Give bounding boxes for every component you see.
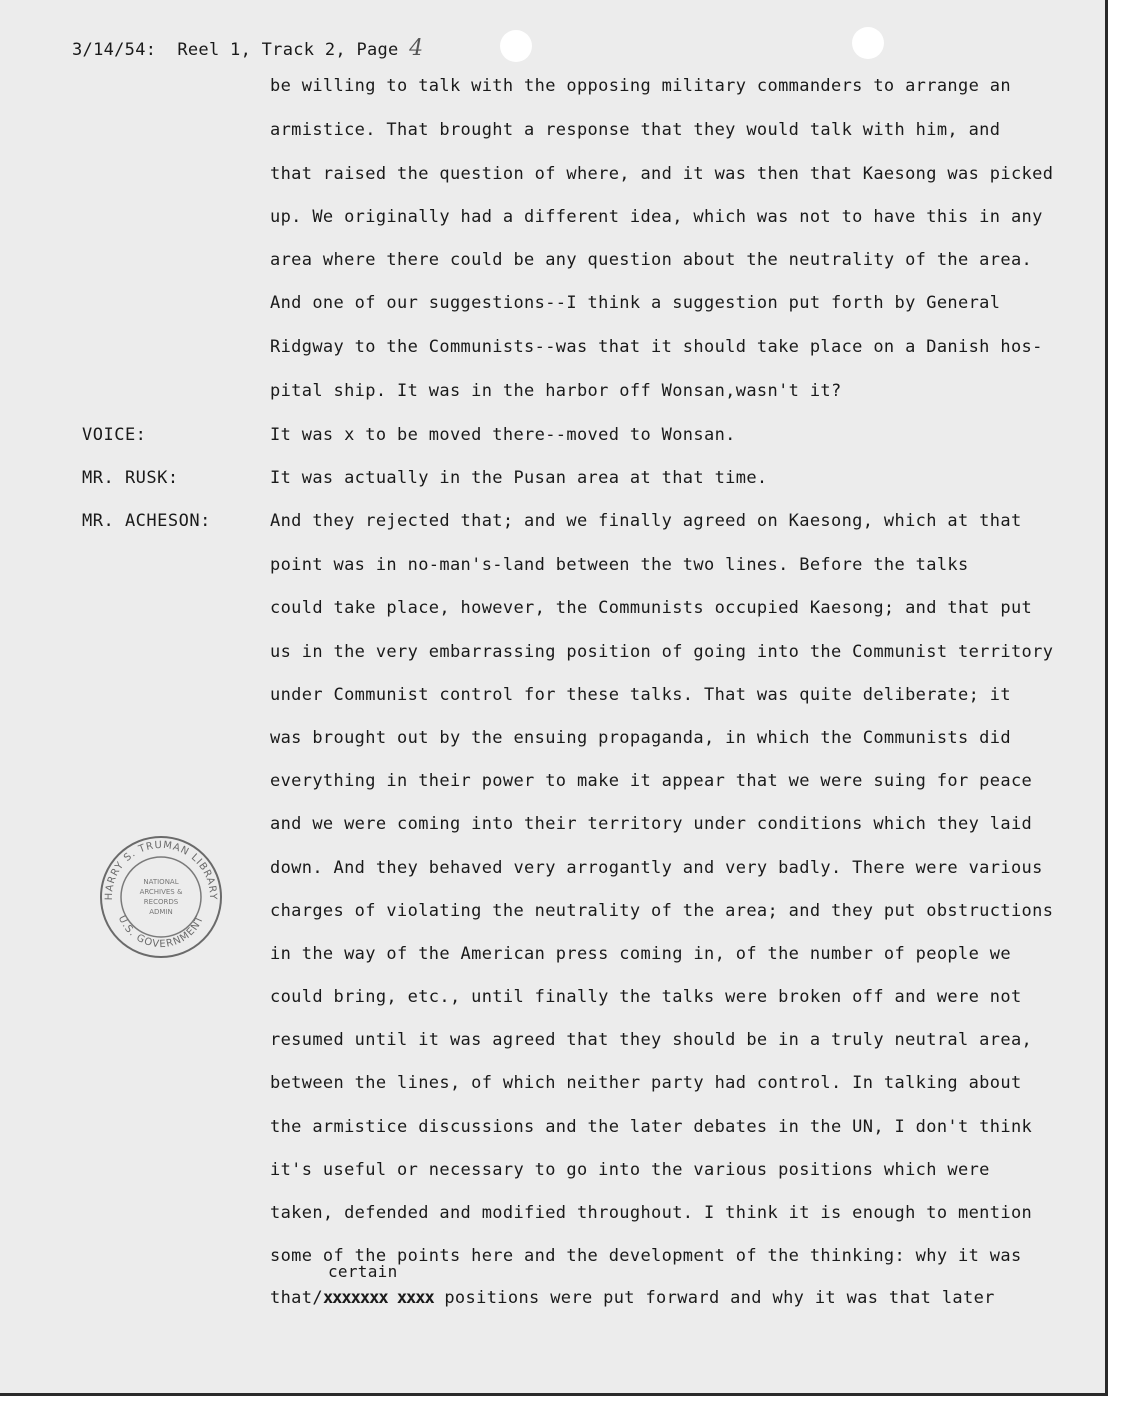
transcript-line: charges of violating the neutrality of the area; and they put obstructions (270, 901, 1054, 921)
stamp-center-line: RECORDS (143, 898, 179, 906)
last-line-start: that/ (270, 1288, 323, 1308)
punch-hole (500, 30, 532, 62)
speaker-label-rusk: MR. RUSK: (82, 468, 179, 488)
transcript-line: point was in no-man's-land between the two lines. Before the talks (270, 555, 969, 575)
transcript-line: everything in their power to make it appear that we were suing for peace (270, 771, 1033, 791)
header-reel-track-page: Reel 1, Track 2, Page (177, 40, 399, 60)
transcript-line: Ridgway to the Communists--was that it should take place on a Danish hos- (270, 337, 1043, 357)
stamp-ring-top: HARRY S. TRUMAN LIBRARY (103, 839, 219, 901)
stamp-ring-bottom: U.S. GOVERNMENT (115, 913, 207, 951)
handwritten-insertion: certain (328, 1262, 398, 1281)
stamp-center-line: ARCHIVES & (139, 888, 183, 896)
transcript-line: some of the points here and the development of the thinking: why it was (270, 1246, 1022, 1266)
transcript-line: down. And they behaved very arrogantly and very badly. There were various (270, 858, 1043, 878)
transcript-line: could bring, etc., until finally the talks were broken off and were not (270, 987, 1022, 1007)
stamp-center-line: ADMIN (149, 908, 173, 916)
transcript-line: the armistice discussions and the later debates in the UN, I don't think (270, 1117, 1033, 1137)
transcript-line: area where there could be any question about the neutrality of the area. (270, 250, 1033, 270)
transcript-line-last (270, 1288, 995, 1308)
transcript-line: between the lines, of which neither party had control. In talking about (270, 1073, 1022, 1093)
truman-library-stamp (98, 834, 224, 960)
transcript-line: was brought out by the ensuing propaganda, in which the Communists did (270, 728, 1011, 748)
page-header (72, 36, 423, 61)
punch-hole (852, 27, 884, 59)
transcript-line: and we were coming into their territory under conditions which they laid (270, 814, 1033, 834)
transcript-line: And one of our suggestions--I think a suggestion put forth by General (270, 293, 1001, 313)
transcript-line: it's useful or necessary to go into the various positions which were (270, 1160, 990, 1180)
transcript-line: up. We originally had a different idea, which was not to have this in any (270, 207, 1043, 227)
transcript-line: pital ship. It was in the harbor off Wonsan,wasn't it? (270, 381, 842, 401)
transcript-line: armistice. That brought a response that they would talk with him, and (270, 120, 1001, 140)
speaker-label-voice: VOICE: (82, 425, 147, 445)
transcript-line: It was x to be moved there--moved to Wonsan. (270, 425, 736, 445)
transcript-line: in the way of the American press coming in, of the number of people we (270, 944, 1011, 964)
transcript-line: could take place, however, the Communists occupied Kaesong; and that put (270, 598, 1033, 618)
transcript-line: that raised the question of where, and it was then that Kaesong was picked (270, 164, 1054, 184)
transcript-line: It was actually in the Pusan area at that time. (270, 468, 768, 488)
transcript-line: resumed until it was agreed that they should be in a truly neutral area, (270, 1030, 1033, 1050)
last-line-end: positions were put forward and why it was that later (433, 1288, 995, 1308)
header-date: 3/14/54: (72, 40, 157, 60)
transcript-line: be willing to talk with the opposing military commanders to arrange an (270, 76, 1011, 96)
stamp-center-line: NATIONAL (143, 878, 179, 886)
transcript-line: taken, defended and modified throughout. I think it is enough to mention (270, 1203, 1033, 1223)
transcript-line: us in the very embarrassing position of going into the Communist territory (270, 642, 1054, 662)
struck-out-text: xxxxxxx xxxx (322, 1288, 434, 1308)
transcript-line: And they rejected that; and we finally agreed on Kaesong, which at that (270, 511, 1022, 531)
svg-text:U.S. GOVERNMENT (116, 914, 206, 950)
speaker-label-acheson: MR. ACHESON: (82, 511, 211, 531)
transcript-line: under Communist control for these talks. That was quite deliberate; it (270, 685, 1011, 705)
handwritten-page-number: 4 (409, 36, 424, 61)
